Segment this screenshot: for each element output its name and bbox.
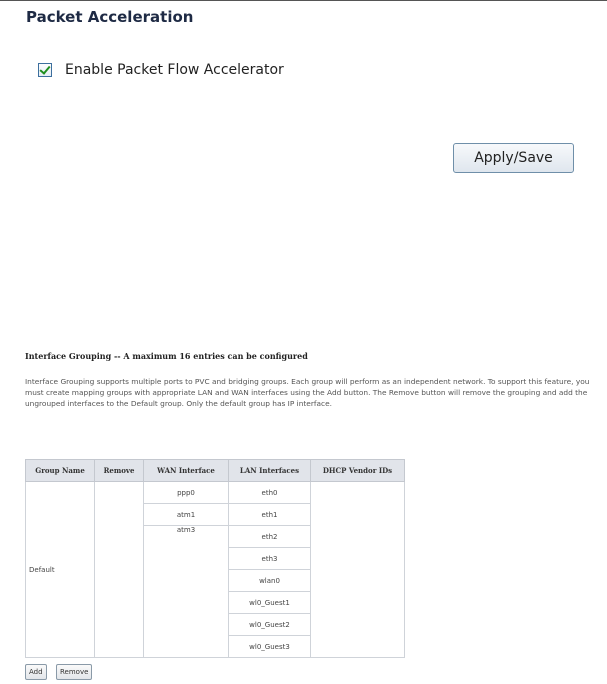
packet-acceleration-title: Packet Acceleration: [26, 8, 194, 26]
interface-grouping-title: Interface Grouping -- A maximum 16 entries can be configured: [25, 351, 308, 361]
table-header-row: [26, 460, 405, 482]
wan-cell: atm3: [144, 526, 229, 658]
remove-button[interactable]: Remove: [56, 664, 92, 680]
wan-cell: ppp0: [144, 482, 229, 504]
checkmark-icon: [39, 63, 50, 75]
enable-pfa-checkbox[interactable]: [38, 63, 52, 77]
enable-pfa-row[interactable]: [38, 62, 284, 78]
add-button[interactable]: Add: [25, 664, 47, 680]
lan-cell: eth2: [229, 526, 311, 548]
col-dhcp-vendor-ids: DHCP Vendor IDs: [311, 460, 405, 482]
apply-save-button[interactable]: Apply/Save: [453, 143, 574, 173]
col-wan-interface: WAN Interface: [144, 460, 229, 482]
interface-grouping-table: [25, 459, 405, 658]
top-divider: [0, 0, 607, 1]
table-row: [26, 482, 405, 504]
lan-cell: wl0_Guest2: [229, 614, 311, 636]
remove-cell: [95, 482, 144, 658]
col-group-name: Group Name: [26, 460, 95, 482]
lan-cell: eth3: [229, 548, 311, 570]
enable-pfa-label[interactable]: Enable Packet Flow Accelerator: [65, 62, 284, 78]
wan-cell: atm1: [144, 504, 229, 526]
col-remove: Remove: [95, 460, 144, 482]
dhcp-vendor-cell: [311, 482, 405, 658]
group-name-cell: Default: [26, 482, 95, 658]
interface-grouping-description: Interface Grouping supports multiple ports to PVC and bridging groups. Each group will perform as an independent network. To support this feature, you must create mapping groups with appropriate LAN and WAN interfaces using the Add button. The Remove button will remove the grouping and add the ungrouped interfaces to the Default group. Only the default group has IP interface.: [25, 377, 590, 408]
col-lan-interfaces: LAN Interfaces: [229, 460, 311, 482]
lan-cell: eth1: [229, 504, 311, 526]
lan-cell: wlan0: [229, 570, 311, 592]
lan-cell: eth0: [229, 482, 311, 504]
lan-cell: wl0_Guest3: [229, 636, 311, 658]
lan-cell: wl0_Guest1: [229, 592, 311, 614]
